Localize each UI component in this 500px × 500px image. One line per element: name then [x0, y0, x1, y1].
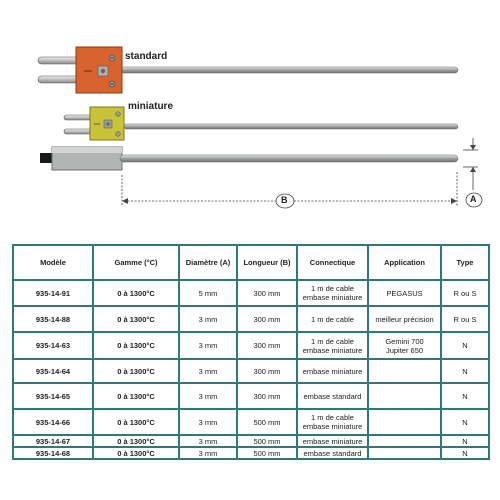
cell-model: 935-14-91	[13, 280, 93, 306]
table-row	[13, 359, 489, 383]
spec-table	[12, 244, 490, 460]
cell-type: N	[441, 359, 489, 383]
cell-application: Gemini 700 Jupiter 650	[368, 332, 441, 359]
cell-connector: embase miniature	[297, 359, 368, 383]
cell-connector: 1 m de cable	[297, 306, 368, 332]
cell-length: 300 mm	[237, 383, 297, 409]
cell-diameter: 3 mm	[179, 435, 237, 447]
table-row	[13, 447, 489, 459]
cell-length: 300 mm	[237, 306, 297, 332]
cell-connector: embase standard	[297, 383, 368, 409]
cell-length: 300 mm	[237, 280, 297, 306]
table-row	[13, 383, 489, 409]
table-row	[13, 280, 489, 306]
table-row	[13, 332, 489, 359]
table-header-row	[13, 245, 489, 280]
cell-length: 300 mm	[237, 332, 297, 359]
header-modele: Modèle	[13, 245, 93, 280]
cell-diameter: 3 mm	[179, 306, 237, 332]
cell-diameter: 3 mm	[179, 332, 237, 359]
cell-diameter: 3 mm	[179, 359, 237, 383]
cell-type: N	[441, 447, 489, 459]
cell-application: PEGASUS	[368, 280, 441, 306]
cell-range: 0 à 1300°C	[93, 435, 179, 447]
cell-type: R ou S	[441, 306, 489, 332]
cell-model: 935-14-64	[13, 359, 93, 383]
cell-range: 0 à 1300°C	[93, 383, 179, 409]
cell-type: R ou S	[441, 280, 489, 306]
cell-range: 0 à 1300°C	[93, 306, 179, 332]
standard-probe	[38, 47, 458, 93]
cell-application	[368, 435, 441, 447]
cell-connector: embase miniature	[297, 435, 368, 447]
cell-range: 0 à 1300°C	[93, 409, 179, 435]
table-body	[13, 280, 489, 459]
cell-length: 500 mm	[237, 447, 297, 459]
header-diametre: Diamètre (A)	[179, 245, 237, 280]
cell-type: N	[441, 332, 489, 359]
probe-diagram	[0, 0, 500, 232]
cell-connector: 1 m de cable embase miniature	[297, 280, 368, 306]
cell-model: 935-14-67	[13, 435, 93, 447]
cell-diameter: 5 mm	[179, 280, 237, 306]
cell-range: 0 à 1300°C	[93, 359, 179, 383]
cell-diameter: 3 mm	[179, 383, 237, 409]
cell-range: 0 à 1300°C	[93, 280, 179, 306]
cell-model: 935-14-68	[13, 447, 93, 459]
dimension-b-label: B	[281, 195, 288, 205]
cell-application	[368, 447, 441, 459]
table-row	[13, 435, 489, 447]
cell-length: 300 mm	[237, 359, 297, 383]
cell-length: 500 mm	[237, 409, 297, 435]
cell-range: 0 à 1300°C	[93, 332, 179, 359]
dimension-a-label: A	[470, 194, 477, 204]
cell-type: N	[441, 409, 489, 435]
cell-model: 935-14-66	[13, 409, 93, 435]
cell-model: 935-14-88	[13, 306, 93, 332]
cell-model: 935-14-63	[13, 332, 93, 359]
table-row	[13, 306, 489, 332]
header-application: Application	[368, 245, 441, 280]
dimension-b	[122, 172, 457, 208]
cell-connector: 1 m de cable embase miniature	[297, 332, 368, 359]
cell-application	[368, 359, 441, 383]
cell-diameter: 3 mm	[179, 409, 237, 435]
bare-probe	[40, 147, 458, 170]
cell-length: 500 mm	[237, 435, 297, 447]
header-longueur: Longueur (B)	[237, 245, 297, 280]
cell-connector: 1 m de cable embase miniature	[297, 409, 368, 435]
cell-model: 935-14-65	[13, 383, 93, 409]
cell-type: N	[441, 435, 489, 447]
cell-application	[368, 383, 441, 409]
cell-application	[368, 409, 441, 435]
table-row	[13, 409, 489, 435]
header-gamme: Gamme (°C)	[93, 245, 179, 280]
label-miniature: miniature	[128, 101, 174, 112]
header-type: Type	[441, 245, 489, 280]
cell-diameter: 3 mm	[179, 447, 237, 459]
miniature-probe	[64, 107, 458, 140]
cell-range: 0 à 1300°C	[93, 447, 179, 459]
cell-application: meilleur précision	[368, 306, 441, 332]
probe-drawing	[0, 0, 500, 232]
label-standard: standard	[125, 51, 168, 62]
header-connectique: Connectique	[297, 245, 368, 280]
cell-connector: embase standard	[297, 447, 368, 459]
cell-type: N	[441, 383, 489, 409]
